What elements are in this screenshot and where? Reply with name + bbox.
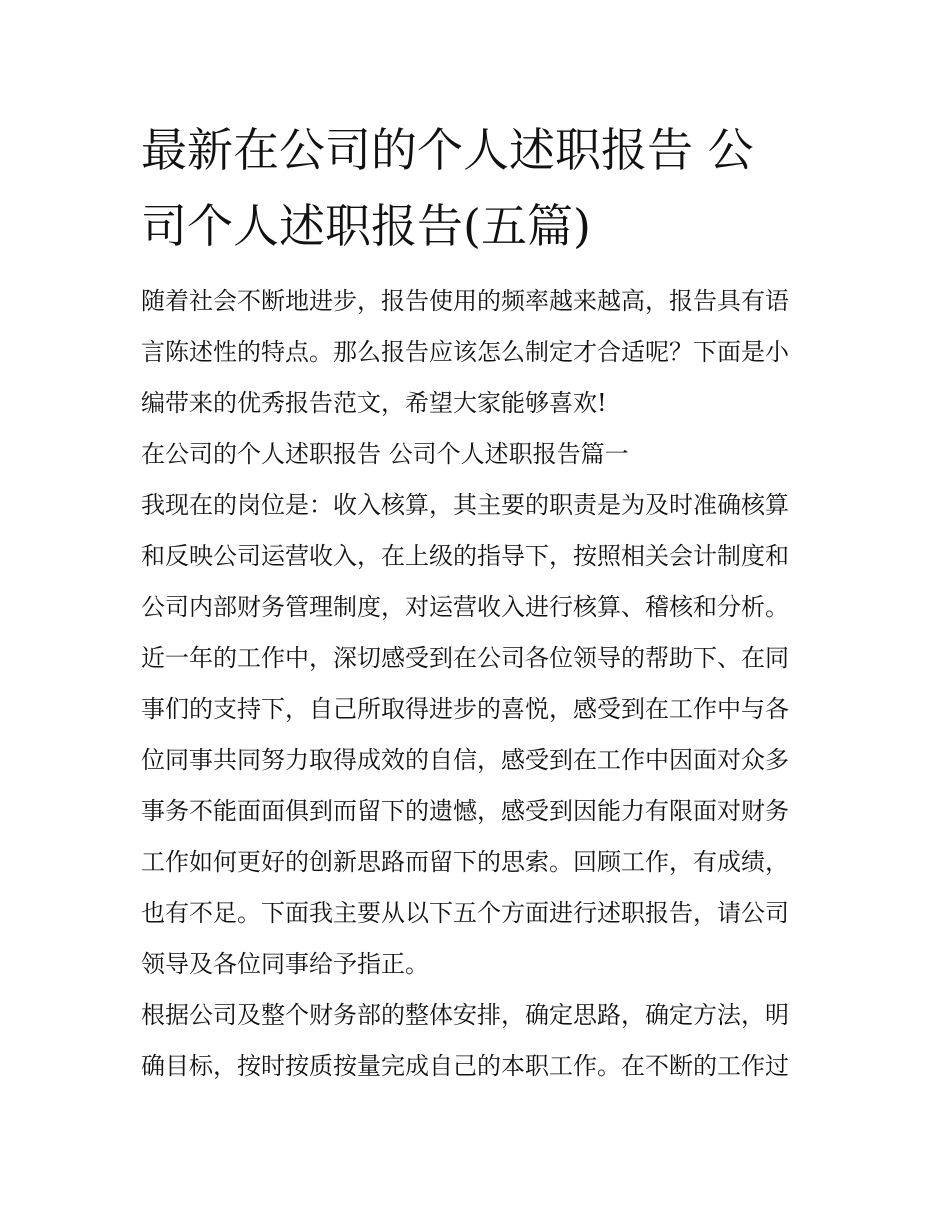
paragraph-3-line-2: 确目标，按时按质按量完成自己的本职工作。在不断的工作过	[141, 1052, 789, 1080]
intro-paragraph	[141, 276, 813, 429]
paragraph-2	[141, 633, 813, 990]
intro-line-1: 随着社会不断地进步，报告使用的频率越来越高，报告具有语	[141, 287, 789, 315]
section-heading-text: 在公司的个人述职报告 公司个人述职报告篇一	[141, 440, 629, 468]
paragraph-2-line-2: 事们的支持下，自己所取得进步的喜悦，感受到在工作中与各	[141, 695, 789, 723]
title-line-2: 司个人述职报告(五篇)	[141, 199, 591, 253]
paragraph-1-line-2: 和反映公司运营收入，在上级的指导下，按照相关会计制度和	[141, 542, 789, 570]
title-line-1: 最新在公司的个人述职报告 公	[141, 123, 754, 177]
intro-line-3: 编带来的优秀报告范文，希望大家能够喜欢!	[141, 389, 607, 417]
paragraph-2-line-1: 近一年的工作中，深切感受到在公司各位领导的帮助下、在同	[141, 644, 789, 672]
intro-line-2: 言陈述性的特点。那么报告应该怎么制定才合适呢？下面是小	[141, 338, 789, 366]
paragraph-2-line-4: 事务不能面面俱到而留下的遗憾，感受到因能力有限面对财务	[141, 797, 789, 825]
paragraph-1	[141, 480, 813, 633]
paragraph-3-line-1: 根据公司及整个财务部的整体安排，确定思路，确定方法，明	[141, 1001, 789, 1029]
section-heading	[141, 429, 813, 480]
paragraph-2-line-5: 工作如何更好的创新思路而留下的思索。回顾工作，有成绩，	[141, 848, 789, 876]
paragraph-1-line-3: 公司内部财务管理制度，对运营收入进行核算、稽核和分析。	[141, 593, 789, 621]
paragraph-2-line-3: 位同事共同努力取得成效的自信，感受到在工作中因面对众多	[141, 746, 789, 774]
paragraph-3	[141, 990, 813, 1092]
document-title	[141, 112, 813, 264]
document-page	[141, 112, 813, 1092]
paragraph-1-line-1: 我现在的岗位是：收入核算，其主要的职责是为及时准确核算	[141, 491, 789, 519]
paragraph-2-line-7: 领导及各位同事给予指正。	[141, 950, 429, 978]
paragraph-2-line-6: 也有不足。下面我主要从以下五个方面进行述职报告，请公司	[141, 899, 789, 927]
